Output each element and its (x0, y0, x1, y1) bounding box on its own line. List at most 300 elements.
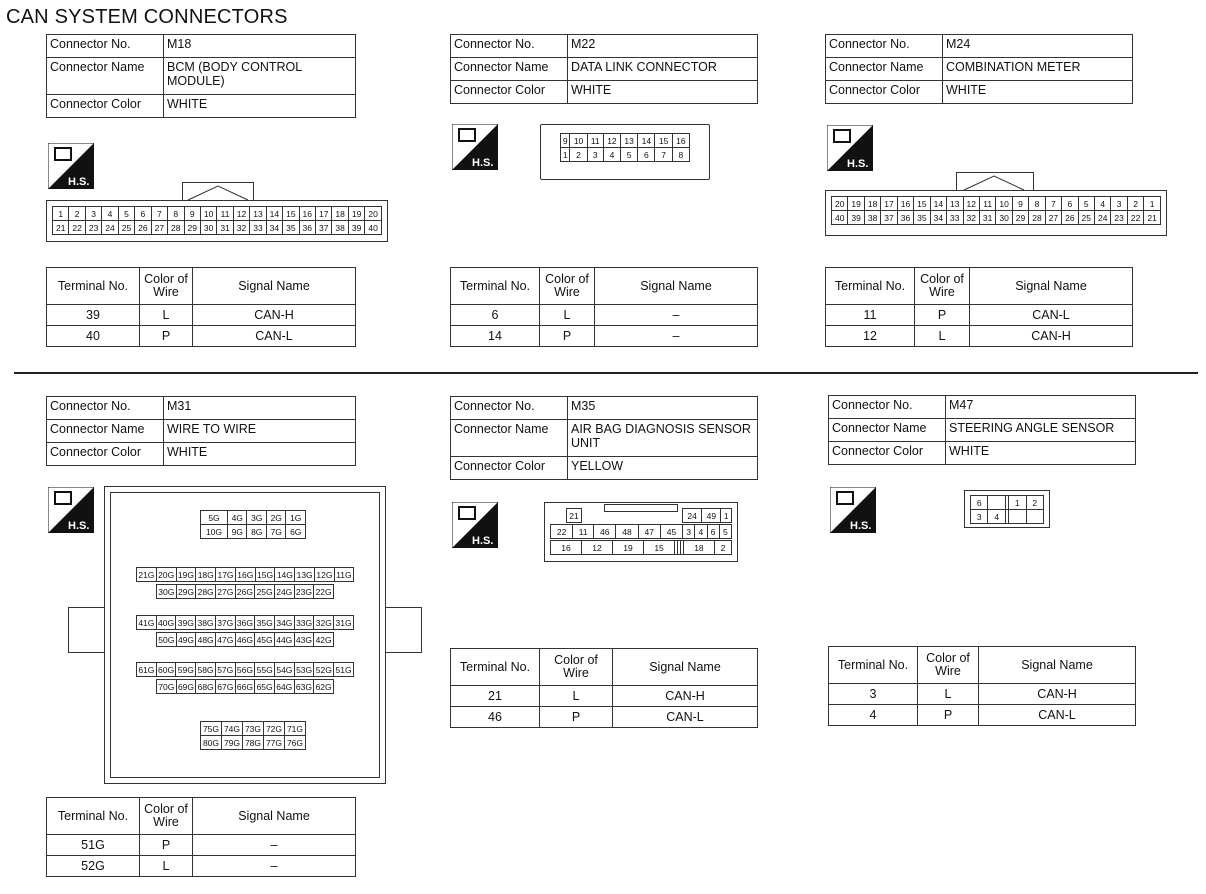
pinout-m35-row-3 (550, 540, 732, 555)
pin: 13 (621, 134, 638, 148)
pin: 4 (988, 510, 1005, 524)
pin: 55G (256, 664, 273, 675)
pin-row (157, 633, 334, 647)
pin: 42G (315, 634, 332, 645)
pin: 16 (672, 134, 689, 148)
pin: 39 (348, 221, 364, 235)
pinout-m47 (970, 495, 1044, 524)
pinout-m18 (52, 206, 382, 235)
wire-cell: P (540, 707, 613, 728)
pin: 20 (365, 207, 382, 221)
label-connector-name: Connector Name (826, 58, 943, 81)
table-row (826, 305, 1133, 326)
pin: 15 (655, 134, 672, 148)
header-signal-name: Signal Name (193, 798, 356, 835)
pin-row (832, 211, 1161, 225)
pin: 23 (85, 221, 101, 235)
hs-label: H.S. (847, 158, 869, 170)
connector-no-value: M22 (568, 35, 758, 58)
pin: 38 (864, 211, 880, 225)
pin: 2 (570, 148, 587, 162)
connector-name-value: WIRE TO WIRE (164, 420, 356, 443)
wire-cell: L (140, 305, 193, 326)
pin: 49 (702, 509, 721, 523)
pin: 54G (276, 664, 293, 675)
table-row (826, 326, 1133, 347)
pin: 18 (683, 541, 714, 555)
terminal-table-m35 (450, 648, 758, 728)
signal-cell: CAN-H (193, 305, 356, 326)
pin: 16 (299, 207, 315, 221)
connector-color-value: WHITE (568, 81, 758, 104)
pin: 71G (285, 722, 306, 736)
pin: 39G (177, 617, 194, 628)
header-color-of-wire: Color of Wire (915, 268, 970, 305)
terminal-cell: 3 (829, 684, 918, 705)
pin: 37 (316, 221, 332, 235)
terminal-table-m24 (825, 267, 1133, 347)
pin: 24 (1095, 211, 1111, 225)
pinout-m22 (560, 133, 690, 162)
pin: 47G (217, 634, 234, 645)
pin: 4 (102, 207, 118, 221)
terminal-cell: 4 (829, 705, 918, 726)
section-divider (14, 372, 1198, 374)
connector-info-m35 (450, 396, 758, 480)
signal-cell: – (193, 835, 356, 856)
pin: 43G (295, 634, 312, 645)
pin: 48G (197, 634, 214, 645)
pin: 9 (1012, 197, 1028, 211)
table-row (451, 707, 758, 728)
pin: 6 (971, 496, 988, 510)
pin: 7 (655, 148, 672, 162)
pin: 22 (69, 221, 85, 235)
pin: 12 (233, 207, 249, 221)
label-connector-color: Connector Color (451, 457, 568, 480)
pin: 62G (315, 681, 332, 692)
pin: 9 (561, 134, 570, 148)
terminal-table-m22 (450, 267, 758, 347)
pin: 3 (1111, 197, 1127, 211)
pin-row (971, 496, 1044, 510)
pin: 14G (276, 569, 293, 580)
header-color-of-wire: Color of Wire (540, 649, 613, 686)
pin-row (137, 568, 354, 582)
pin: 47 (638, 525, 660, 539)
table-row (47, 326, 356, 347)
pin: 45G (256, 634, 273, 645)
pin: 15 (283, 207, 299, 221)
pin: 63G (295, 681, 312, 692)
pin: 15 (914, 197, 930, 211)
pin: 32 (963, 211, 979, 225)
label-connector-name: Connector Name (451, 58, 568, 81)
table-row (451, 326, 758, 347)
pin: 5 (118, 207, 134, 221)
label-connector-color: Connector Color (47, 95, 164, 118)
pin: 77G (264, 736, 285, 750)
header-terminal-no: Terminal No. (829, 647, 918, 684)
connector-color-value: WHITE (164, 95, 356, 118)
pin: 8 (168, 207, 184, 221)
pin-row (832, 197, 1161, 211)
pin: 19 (848, 197, 864, 211)
pin: 36 (897, 211, 913, 225)
pin: 78G (243, 736, 264, 750)
label-connector-name: Connector Name (47, 58, 164, 95)
pinout-m31-group-5 (200, 721, 306, 750)
pin: 14 (266, 207, 282, 221)
pin: 1 (721, 509, 732, 523)
pin: 64G (276, 681, 293, 692)
header-signal-name: Signal Name (970, 268, 1133, 305)
connector-lock-bar (604, 504, 678, 512)
pin: 16 (897, 197, 913, 211)
pin: 65G (256, 681, 273, 692)
wire-cell: P (140, 326, 193, 347)
harness-side-icon (48, 487, 94, 533)
pin: 22G (315, 586, 332, 597)
terminal-cell: 46 (451, 707, 540, 728)
header-signal-name: Signal Name (979, 647, 1136, 684)
pin: 51G (335, 664, 352, 675)
connector-info-m22 (450, 34, 758, 104)
pin-row (201, 722, 306, 736)
pin: 21 (53, 221, 69, 235)
terminal-cell: 12 (826, 326, 915, 347)
pin-row (201, 736, 306, 750)
pin: 1 (1009, 496, 1026, 510)
pin: 3 (683, 525, 695, 539)
pin: 5 (1078, 197, 1094, 211)
signal-cell: – (595, 305, 758, 326)
header-color-of-wire: Color of Wire (918, 647, 979, 684)
pin: 20G (158, 569, 175, 580)
pin: 34 (266, 221, 282, 235)
pin: 28 (168, 221, 184, 235)
pin: 4G (227, 511, 247, 525)
signal-cell: CAN-L (193, 326, 356, 347)
pin: 40 (832, 211, 848, 225)
connector-name-value: COMBINATION METER (943, 58, 1133, 81)
connector-name-value: BCM (BODY CONTROL MODULE) (164, 58, 356, 95)
pinout-m24 (831, 196, 1161, 225)
pin: 46G (236, 634, 253, 645)
pin: 18G (197, 569, 214, 580)
pin: 36 (299, 221, 315, 235)
label-connector-name: Connector Name (47, 420, 164, 443)
pin: 69G (177, 681, 195, 692)
connector-color-value: YELLOW (568, 457, 758, 480)
wire-cell: P (540, 326, 595, 347)
terminal-table-m47 (828, 646, 1136, 726)
pin: 15 (644, 541, 675, 555)
label-connector-color: Connector Color (47, 443, 164, 466)
connector-no-value: M35 (568, 397, 758, 420)
header-terminal-no: Terminal No. (47, 798, 140, 835)
pin: 80G (201, 736, 222, 750)
connector-info-m24 (825, 34, 1133, 104)
pin: 11 (587, 134, 603, 148)
pin: 11 (217, 207, 233, 221)
pin: 38 (332, 221, 348, 235)
pin: 11 (979, 197, 995, 211)
header-signal-name: Signal Name (595, 268, 758, 305)
header-color-of-wire: Color of Wire (540, 268, 595, 305)
wire-cell: L (915, 326, 970, 347)
pin: 9G (227, 525, 247, 539)
pin: 29G (177, 586, 195, 597)
label-connector-no: Connector No. (451, 35, 568, 58)
label-connector-no: Connector No. (826, 35, 943, 58)
pinout-m31-group-3b (156, 632, 334, 647)
header-terminal-no: Terminal No. (451, 649, 540, 686)
table-row (829, 705, 1136, 726)
pin: 17 (881, 197, 897, 211)
pin: 3 (85, 207, 101, 221)
pin: 66G (236, 681, 253, 692)
pin: 16G (237, 569, 254, 580)
terminal-cell: 51G (47, 835, 140, 856)
pin: 2 (714, 541, 731, 555)
pin: 34 (930, 211, 946, 225)
terminal-cell: 21 (451, 686, 540, 707)
header-terminal-no: Terminal No. (826, 268, 915, 305)
pin: 52G (315, 664, 332, 675)
pin: 3G (247, 511, 267, 525)
terminal-table-m31 (46, 797, 356, 877)
pin-row (201, 525, 306, 539)
pin: 2 (1127, 197, 1143, 211)
connector-no-value: M24 (943, 35, 1133, 58)
pin: 10 (570, 134, 587, 148)
pinout-m35-row-2 (550, 524, 732, 539)
pin: 1 (561, 148, 570, 162)
pin-row (551, 525, 732, 539)
pin-row (137, 663, 354, 677)
pin: 44G (276, 634, 293, 645)
pin: 9 (184, 207, 200, 221)
pin: 31 (979, 211, 995, 225)
pin: 10 (200, 207, 216, 221)
header-terminal-no: Terminal No. (451, 268, 540, 305)
connector-no-value: M47 (946, 396, 1136, 419)
pinout-m35-row-1-right (682, 508, 732, 523)
pin: 6 (638, 148, 655, 162)
pin: 19 (613, 541, 644, 555)
harness-side-icon (452, 502, 498, 548)
terminal-cell: 40 (47, 326, 140, 347)
pin: 27G (217, 586, 234, 597)
pin: 40G (158, 617, 175, 628)
label-connector-color: Connector Color (451, 81, 568, 104)
pin: 32 (233, 221, 249, 235)
pin-row (683, 509, 732, 523)
pin: 17 (316, 207, 332, 221)
pin: 1 (53, 207, 69, 221)
label-connector-color: Connector Color (826, 81, 943, 104)
terminal-cell: 14 (451, 326, 540, 347)
pin-row (53, 221, 382, 235)
pin: 6G (286, 525, 306, 539)
pin: 37 (881, 211, 897, 225)
pin: 24G (276, 586, 293, 597)
pin: 23G (295, 586, 312, 597)
signal-cell: – (193, 856, 356, 877)
pin: 13 (250, 207, 266, 221)
pin: 11 (573, 525, 594, 539)
pin-row (53, 207, 382, 221)
pin: 59G (177, 664, 194, 675)
pin: 26G (236, 586, 253, 597)
connector-no-value: M31 (164, 397, 356, 420)
pin: 12 (963, 197, 979, 211)
pin: 25G (256, 586, 273, 597)
terminal-cell: 39 (47, 305, 140, 326)
connector-info-m47 (828, 395, 1136, 465)
pin: 19G (177, 569, 194, 580)
label-connector-no: Connector No. (451, 397, 568, 420)
pin: 13 (947, 197, 963, 211)
pin: 53G (296, 664, 313, 675)
pin-row (971, 510, 1044, 524)
pin: 67G (217, 681, 234, 692)
pin: 35 (283, 221, 299, 235)
pin: 33 (250, 221, 266, 235)
table-row (829, 684, 1136, 705)
pin: 35 (914, 211, 930, 225)
pin: 56G (236, 664, 253, 675)
table-row (47, 835, 356, 856)
hs-label: H.S. (68, 520, 90, 532)
harness-side-icon (48, 143, 94, 189)
pin: 6 (707, 525, 719, 539)
pinout-m35-row-1-left (566, 508, 582, 523)
label-connector-name: Connector Name (451, 420, 568, 457)
pin: 18 (332, 207, 348, 221)
pin: 27 (151, 221, 167, 235)
header-color-of-wire: Color of Wire (140, 798, 193, 835)
pin: 50G (158, 634, 175, 645)
pin: 60G (158, 664, 175, 675)
pin: 21 (1144, 211, 1161, 225)
pin-row (201, 511, 306, 525)
pin: 79G (222, 736, 243, 750)
pin: 14 (638, 134, 655, 148)
connector-name-value: STEERING ANGLE SENSOR (946, 419, 1136, 442)
pin: 1 (1144, 197, 1161, 211)
pin: 75G (201, 722, 222, 736)
harness-side-icon (830, 487, 876, 533)
pin: 26 (1062, 211, 1078, 225)
signal-cell: CAN-H (979, 684, 1136, 705)
pin: 5 (719, 525, 731, 539)
pin: 20 (832, 197, 848, 211)
pin: 7 (151, 207, 167, 221)
pin: 7 (1045, 197, 1061, 211)
pin: 25 (118, 221, 134, 235)
pin: 4 (695, 525, 707, 539)
table-row (451, 686, 758, 707)
pin: 33 (947, 211, 963, 225)
connector-color-value: WHITE (943, 81, 1133, 104)
pin: 31G (335, 617, 352, 628)
pin: 28G (197, 586, 214, 597)
pin: 41G (138, 617, 155, 628)
header-terminal-no: Terminal No. (47, 268, 140, 305)
pin: 22 (551, 525, 573, 539)
wire-cell: L (918, 684, 979, 705)
pin: 30G (158, 586, 175, 597)
pin: 72G (264, 722, 285, 736)
hs-label: H.S. (472, 535, 494, 547)
pin: 39 (848, 211, 864, 225)
pin: 6 (135, 207, 151, 221)
pin-row (157, 585, 334, 599)
signal-cell: CAN-L (979, 705, 1136, 726)
connector-info-m31 (46, 396, 356, 466)
pin: 29 (184, 221, 200, 235)
pin: 76G (285, 736, 306, 750)
pin: 49G (177, 634, 195, 645)
pin: 4 (603, 148, 620, 162)
pin: 25 (1078, 211, 1094, 225)
pin: 10G (201, 525, 228, 539)
pin: 4 (1095, 197, 1111, 211)
pinout-m31-group-2b (156, 584, 334, 599)
pin: 16 (551, 541, 582, 555)
signal-cell: CAN-H (613, 686, 758, 707)
pin: 8 (1029, 197, 1045, 211)
pin-row (137, 616, 354, 630)
pin-empty (988, 496, 1005, 510)
hs-label: H.S. (850, 520, 872, 532)
label-connector-no: Connector No. (47, 35, 164, 58)
pin: 46 (594, 525, 616, 539)
pin: 12 (582, 541, 613, 555)
pin: 8G (247, 525, 267, 539)
pin: 3 (971, 510, 988, 524)
pin-empty (1026, 510, 1044, 524)
signal-cell: CAN-L (613, 707, 758, 728)
pin: 40 (365, 221, 382, 235)
pin: 5G (201, 511, 228, 525)
connector-name-value: AIR BAG DIAGNOSIS SENSOR UNIT (568, 420, 758, 457)
pin: 73G (243, 722, 264, 736)
pin: 35G (256, 617, 273, 628)
pin: 12 (603, 134, 620, 148)
pin: 22 (1127, 211, 1143, 225)
pin: 30 (996, 211, 1012, 225)
pin: 24 (683, 509, 702, 523)
pin: 29 (1012, 211, 1028, 225)
table-row (451, 305, 758, 326)
hs-label: H.S. (68, 176, 90, 188)
pin: 34G (276, 617, 293, 628)
pin: 36G (236, 617, 253, 628)
terminal-cell: 11 (826, 305, 915, 326)
pin: 68G (197, 681, 214, 692)
pin: 21 (567, 509, 582, 523)
label-connector-name: Connector Name (829, 419, 946, 442)
pin: 57G (217, 664, 234, 675)
pinout-m31-group-3 (136, 615, 354, 630)
pin: 24 (102, 221, 118, 235)
connector-info-m18 (46, 34, 356, 118)
pin: 12G (316, 569, 333, 580)
pin: 2 (1026, 496, 1044, 510)
